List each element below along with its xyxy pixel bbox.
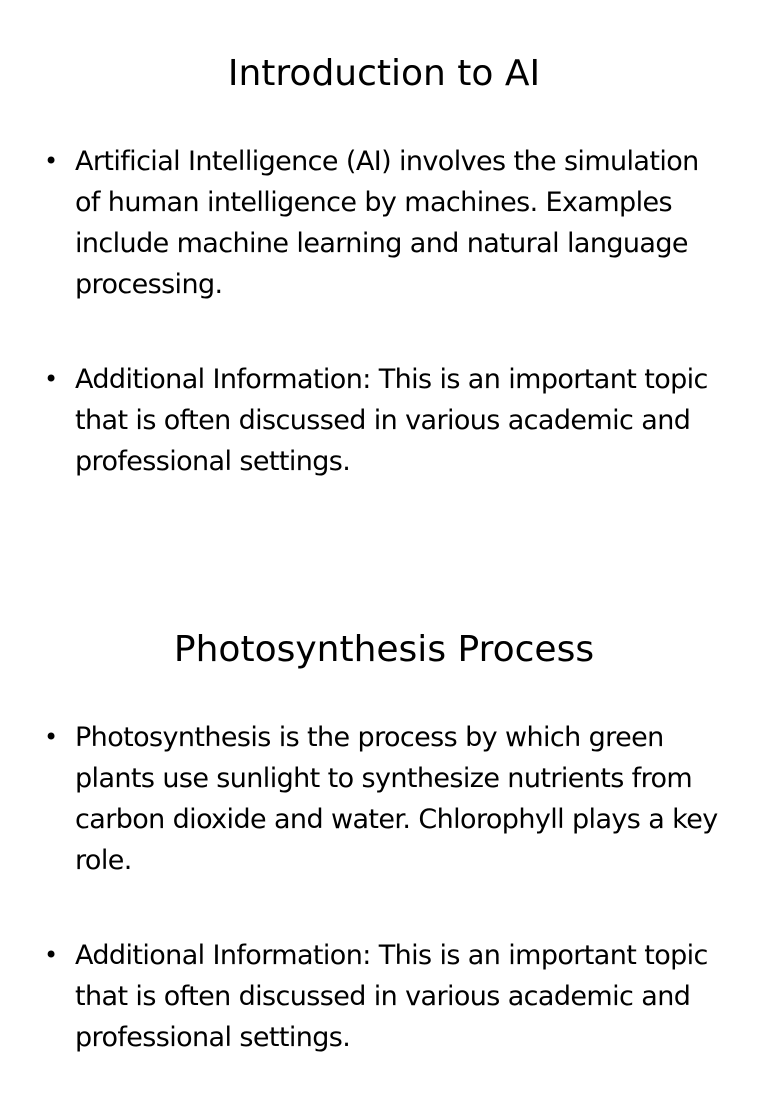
bullet-icon: • — [44, 147, 58, 175]
bullet-list — [0, 141, 768, 536]
bullet-icon: • — [44, 941, 58, 969]
bullet-text: Additional Information: This is an important topic that is often discussed in various academic and professional settings. — [75, 940, 708, 1053]
slide-title: Introduction to AI — [227, 53, 541, 94]
bullet-icon: • — [44, 365, 58, 393]
bullet-text: Additional Information: This is an important topic that is often discussed in various academic and professional settings. — [75, 364, 708, 477]
bullet-item — [0, 717, 768, 881]
slide-title: Photosynthesis Process — [173, 629, 595, 670]
bullet-item — [0, 359, 768, 482]
bullet-item — [0, 141, 768, 305]
bullet-list — [0, 717, 768, 1112]
bullet-icon: • — [44, 723, 58, 751]
bullet-item — [0, 935, 768, 1058]
bullet-text: Artificial Intelligence (AI) involves the simulation of human intelligence by machines. Examples include machine learning and natural language processing. — [75, 146, 699, 300]
bullet-text: Photosynthesis is the process by which green plants use sunlight to synthesize nutrients from carbon dioxide and water. Chlorophyll plays a key role. — [75, 722, 718, 876]
